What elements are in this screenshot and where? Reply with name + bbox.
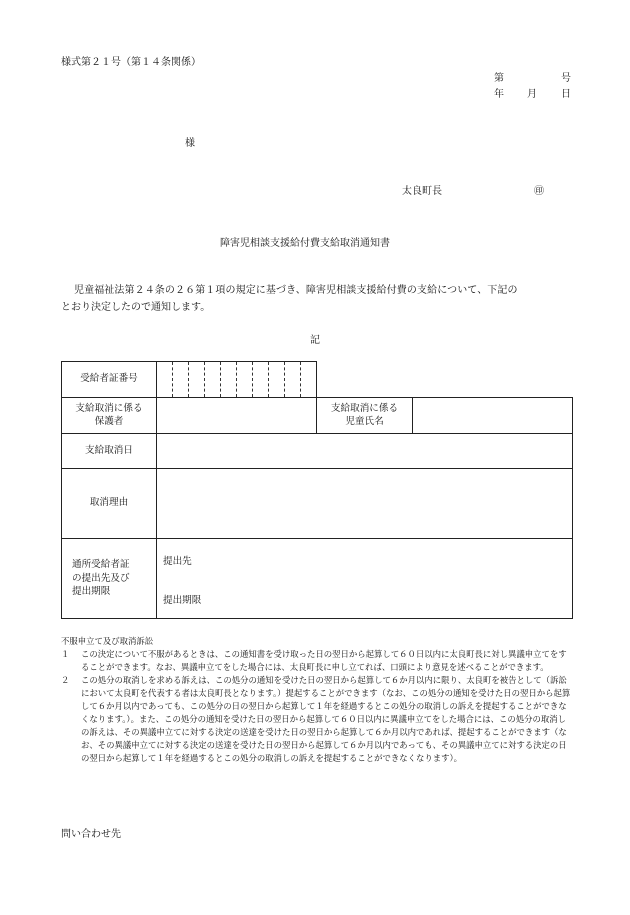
submit-label-line2: の提出先及び (72, 572, 130, 584)
date-month: 月 (527, 89, 537, 100)
body-text-line2: とおり決定したので通知します。 (61, 302, 211, 313)
child-label-line1: 支給取消に係る (330, 402, 399, 414)
child-label (317, 398, 413, 434)
digit-box[interactable] (253, 362, 269, 397)
digit-box[interactable] (221, 362, 237, 397)
appeal-item-text: この決定について不服があるときは、この通知書を受け取った日の翌日から起算して６０日以内に太良町長に対し異議申立てをすることができます。なお、異議申立てをした場合には、太良町長に申し立てれば、口頭により意見を述べることができます。 (81, 649, 567, 672)
child-name-field[interactable] (413, 398, 573, 434)
digit-box[interactable] (173, 362, 189, 397)
appeal-item (61, 648, 573, 674)
digit-box[interactable] (205, 362, 221, 397)
date-day: 日 (561, 89, 571, 100)
form-number: 様式第２１号（第１４条関係） (61, 57, 201, 68)
guardian-field[interactable] (157, 398, 317, 434)
doc-number-label: 第 (494, 73, 504, 84)
body-text-line1: 児童福祉法第２４条の２６第１項の規定に基づき、障害児相談支援給付費の支給について、下記の (74, 285, 518, 296)
inquiry-label: 問い合わせ先 (61, 829, 121, 840)
recipient-honorific: 様 (185, 138, 195, 149)
appeal-item (61, 674, 573, 765)
cancellation-table (61, 361, 573, 619)
submit-label-line1: 通所受給者証 (72, 558, 130, 570)
submit-label-line3: 提出期限 (72, 586, 111, 598)
cancel-date-label: 支給取消日 (62, 434, 157, 469)
digit-box[interactable] (237, 362, 253, 397)
blank-area (317, 362, 573, 398)
appeal-item-number: １ (61, 649, 70, 659)
child-label-line2: 児童氏名 (345, 415, 384, 427)
reason-label: 取消理由 (62, 469, 157, 539)
cancel-date-field[interactable] (157, 434, 573, 469)
digit-box[interactable] (301, 362, 316, 397)
document-title: 障害児相談支援給付費支給取消通知書 (220, 238, 390, 249)
certificate-number-label: 受給者証番号 (62, 362, 157, 398)
issuer-name: 太良町長 (402, 186, 442, 197)
digit-box[interactable] (269, 362, 285, 397)
ki-marker: 記 (310, 335, 320, 346)
digit-box[interactable] (285, 362, 301, 397)
appeal-heading: 不服申立て及び取消訴訟 (61, 636, 154, 646)
appeal-item-number: ２ (61, 675, 70, 685)
digit-box[interactable] (189, 362, 205, 397)
doc-number-suffix: 号 (561, 73, 571, 84)
submit-info-field[interactable] (157, 539, 573, 619)
submit-to-label: 提出先 (163, 556, 192, 567)
appeal-notes (61, 635, 573, 765)
guardian-label-line2: 保護者 (94, 415, 124, 427)
submit-label (62, 539, 157, 619)
guardian-label (62, 398, 157, 434)
certificate-number-boxes[interactable] (157, 362, 317, 398)
appeal-item-text: この処分の取消しを求める訴えは、この処分の通知を受けた日の翌日から起算して６か月以内に限り、太良町を被告として（訴訟において太良町を代表する者は太良町長となります。）提起することができます（なお、この処分の通知を受けた日の翌日から起算して６か月以内であっても、この処分の日の翌日から起算して１年を経過するとこの処分の取消しの訴えを提起することができなくなります。）。また、この処分の通知を受けた日の翌日から起算して６０日以内に異議申立てをした場合には、この処分の取消しの訴えは、その異議申立てに対する決定の送達を受けた日の翌日から起算して６か月以内であれば、提起することができます（なお、その異議申立てに対する決定の送達を受けた日の翌日から起算して６か月以内であっても、その異議申立てに対する決定の日の翌日から起算して１年を経過するとこの処分の取消しの訴えを提起することができなくなります）。 (81, 675, 571, 763)
reason-field[interactable] (157, 469, 573, 539)
seal-mark: ㊞ (534, 186, 544, 197)
digit-box[interactable] (157, 362, 173, 397)
date-year: 年 (494, 89, 504, 100)
guardian-label-line1: 支給取消に係る (75, 402, 143, 414)
submit-deadline-label: 提出期限 (163, 595, 202, 606)
